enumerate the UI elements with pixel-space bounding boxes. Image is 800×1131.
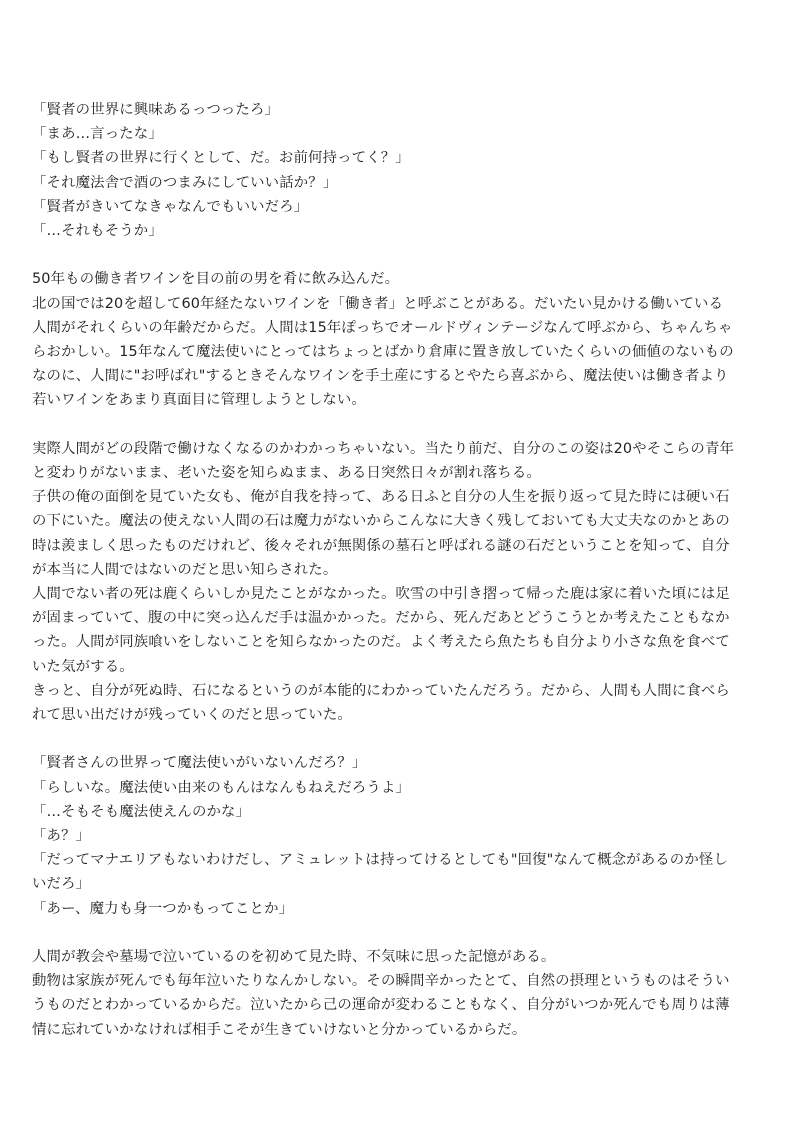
text-line: 子供の俺の面倒を見ていた女も、俺が自我を持って、ある日ふと自分の人生を振り返って見た時には硬い石 xyxy=(32,489,730,506)
text-line: 50年もの働き者ワインを目の前の男を肴に飲み込んだ。 xyxy=(32,271,400,288)
narration-block-2 xyxy=(32,437,772,727)
text-line: の下にいた。魔法の使えない人間の石は魔力がないからこんなに大きく残しておいても大丈夫なのかとあの xyxy=(32,513,730,530)
paragraph-spacer xyxy=(32,413,772,437)
text-line: 「…そもそも魔法使えんのかな」 xyxy=(32,803,251,820)
document-page xyxy=(32,98,772,1042)
text-line: 「賢者がきいてなきゃなんでもいいだろ」 xyxy=(32,198,309,215)
text-line: 「賢者の世界に興味あるっつったろ」 xyxy=(32,102,280,118)
text-line: 情に忘れていかなければ相手こそが生きていけないと分かっているからだ。 xyxy=(32,1021,527,1038)
text-line: 北の国では20を超して60年経たないワインを「働き者」と呼ぶことがある。だいたい見かける働いている xyxy=(32,295,724,312)
text-line: と変わりがないまま、老いた姿を知らぬまま、ある日突然日々が割れ落ちる。 xyxy=(32,465,541,482)
text-line: 「賢者さんの世界って魔法使いがいないんだろ？」 xyxy=(32,755,367,772)
text-line: 「あー、魔力も身一つかもってことか」 xyxy=(32,900,294,917)
text-line: 人間がそれくらいの年齢だからだ。人間は15年ぽっちでオールドヴィンテージなんて呼ぶから、ちゃんちゃ xyxy=(32,319,733,336)
text-line: 「まあ…言ったな」 xyxy=(32,126,163,143)
text-line: 「らしいな。魔法使い由来のもんはなんもねえだろうよ」 xyxy=(32,779,411,796)
text-line: 人間でない者の死は鹿くらいしか見たことがなかった。吹雪の中引き摺って帰った鹿は家に着いた頃には足 xyxy=(32,586,730,603)
text-line: 時は羨ましく思ったものだけれど、後々それが無関係の墓石と呼ばれる謎の石だということを知って、自分 xyxy=(32,537,730,554)
text-line: れて思い出だけが残っていくのだと思っていた。 xyxy=(32,707,352,724)
text-line: きっと、自分が死ぬ時、石になるというのが本能的にわかっていたんだろう。だから、人間も人間に食べら xyxy=(32,682,730,699)
text-line: 「それ魔法舎で酒のつまみにしていい話か？」 xyxy=(32,174,338,191)
text-line: 若いワインをあまり真面目に管理しようとしない。 xyxy=(32,392,367,409)
text-line: なのに、人間に"お呼ばれ"するときそんなワインを手土産にするとやたら喜ぶから、魔法使いは働き者より xyxy=(32,368,729,385)
text-line: いた気がする。 xyxy=(32,658,134,675)
paragraph-spacer xyxy=(32,727,772,751)
text-line: 「…それもそうか」 xyxy=(32,223,163,240)
text-line: 実際人間がどの段階で働けなくなるのかわかっちゃいない。当たり前だ、自分のこの姿は20やそこらの青年 xyxy=(32,440,735,457)
text-line: が固まっていて、腹の中に突っ込んだ手は温かかった。だから、死んだあとどうこうとか考えたこともなか xyxy=(32,610,730,627)
text-line: 「あ？」 xyxy=(32,828,91,845)
paragraph-spacer xyxy=(32,243,772,267)
narration-block-1 xyxy=(32,267,772,412)
text-line: いだろ」 xyxy=(32,876,91,893)
text-line: が本当に人間ではないのだと思い知らされた。 xyxy=(32,561,338,578)
text-line: らおかしい。15年なんて魔法使いにとってはちょっとばかり倉庫に置き放していたくらいの価値のないもの xyxy=(32,344,734,361)
text-line: 動物は家族が死んでも毎年泣いたりなんかしない。その瞬間辛かったとて、自然の摂理というものはそうい xyxy=(32,973,730,990)
text-line: った。人間が同族喰いをしないことを知らなかったのだ。よく考えたら魚たちも自分より小さな魚を食べて xyxy=(32,634,730,651)
narration-block-3 xyxy=(32,945,772,1042)
paragraph-spacer xyxy=(32,921,772,945)
text-line: 「だってマナエリアもないわけだし、アミュレットは持ってけるとしても"回復"なんて概念があるのか怪し xyxy=(32,852,728,869)
dialogue-block-1 xyxy=(32,98,772,243)
text-line: 「もし賢者の世界に行くとして、だ。お前何持ってく？」 xyxy=(32,150,410,167)
text-line: うものだとわかっているからだ。泣いたから己の運命が変わることもなく、自分がいつか死んでも周りは薄 xyxy=(32,997,730,1014)
dialogue-block-2 xyxy=(32,751,772,920)
text-line: 人間が教会や墓場で泣いているのを初めて見た時、不気味に思った記憶がある。 xyxy=(32,949,556,966)
